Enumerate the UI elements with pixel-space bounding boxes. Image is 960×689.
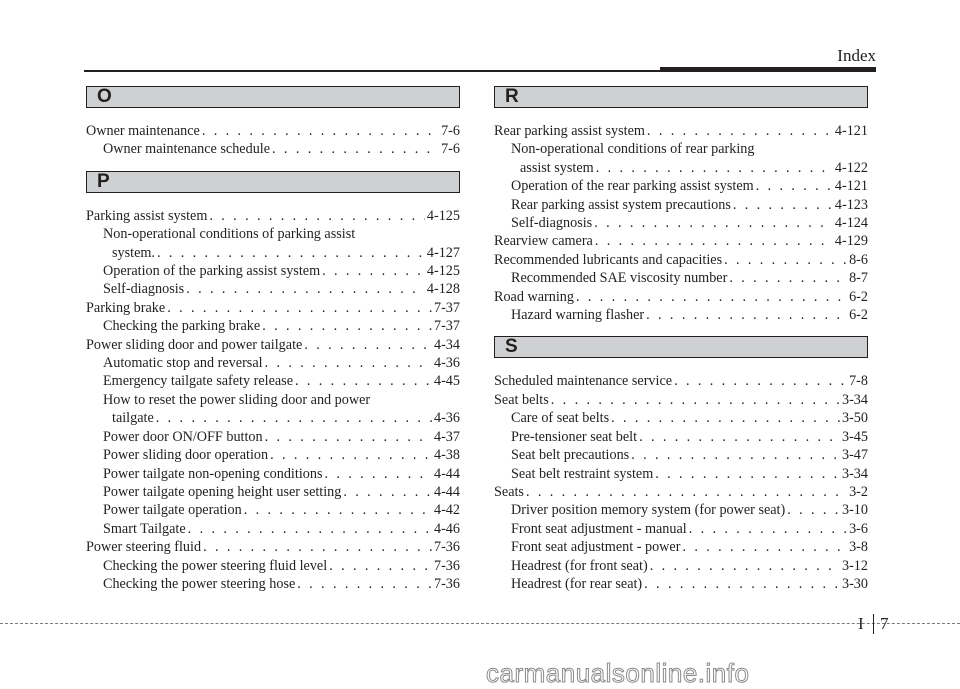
index-section-p: [86, 171, 460, 594]
dot-leader: [724, 251, 847, 269]
index-entry[interactable]: [494, 251, 868, 269]
entry-label: Owner maintenance schedule: [103, 141, 271, 158]
section-letter: P: [97, 170, 110, 192]
entry-label: Rear parking assist system precautions: [511, 196, 731, 213]
entry-label: Rearview camera: [494, 233, 593, 250]
index-subentry[interactable]: [86, 244, 460, 262]
dot-leader: [167, 299, 432, 317]
entry-page-number: 4-44: [433, 465, 460, 482]
entry-page-number: 8-6: [849, 251, 868, 268]
index-entry[interactable]: [494, 288, 868, 306]
entry-label: Self-diagnosis: [511, 215, 593, 232]
dot-leader: [594, 214, 833, 232]
entry-page-number: 4-125: [426, 207, 460, 224]
entry-page-number: 3-12: [841, 557, 868, 574]
dot-leader: [188, 520, 432, 538]
index-subentry[interactable]: [86, 391, 460, 409]
index-subentry[interactable]: [494, 575, 868, 593]
dot-leader: [650, 557, 840, 575]
dot-leader: [244, 501, 432, 519]
entry-page-number: 7-37: [433, 318, 460, 335]
entry-page-number: 7-37: [433, 299, 460, 316]
entry-label: Non-operational conditions of parking assist: [103, 226, 356, 243]
entry-page-number: 7-8: [849, 373, 868, 390]
entry-page-number: 3-34: [841, 391, 868, 408]
dot-leader: [733, 196, 833, 214]
dot-leader: [209, 207, 425, 225]
entry-label: Headrest (for rear seat): [511, 575, 643, 592]
dot-leader: [295, 372, 432, 390]
index-subentry[interactable]: [494, 196, 868, 214]
index-subentry[interactable]: [494, 177, 868, 195]
entry-label: Non-operational conditions of rear parking: [511, 141, 755, 158]
index-subentry[interactable]: [494, 557, 868, 575]
dot-leader: [551, 391, 840, 409]
entry-page-number: 4-45: [433, 373, 460, 390]
section-header-bar: [494, 86, 868, 108]
index-subentry[interactable]: [86, 140, 460, 158]
entry-page-number: 7-6: [441, 123, 460, 139]
index-entry[interactable]: [86, 336, 460, 354]
entry-label: Power door ON/OFF button: [103, 428, 263, 445]
section-header-bar: [494, 336, 868, 358]
dot-leader: [270, 446, 432, 464]
entry-label: Smart Tailgate: [103, 520, 186, 537]
index-subentry[interactable]: [494, 269, 868, 287]
index-section-r: [494, 86, 868, 324]
entry-page-number: 7-36: [433, 539, 460, 556]
entry-label: Seat belt precautions: [511, 447, 630, 464]
dot-leader: [576, 288, 847, 306]
dot-leader: [611, 409, 840, 427]
entry-label: Checking the power steering hose: [103, 575, 296, 592]
entry-label: Parking assist system: [86, 207, 208, 224]
index-entry[interactable]: [494, 391, 868, 409]
entry-page-number: 4-46: [433, 520, 460, 537]
entry-page-number: 4-37: [433, 428, 460, 445]
entry-page-number: 3-50: [841, 410, 868, 427]
index-entry[interactable]: [494, 122, 868, 140]
index-subentry[interactable]: [86, 280, 460, 298]
entry-label: Pre-tensioner seat belt: [511, 428, 638, 445]
index-subentry[interactable]: [86, 446, 460, 464]
entry-page-number: 3-10: [841, 502, 868, 519]
entry-label: Seat belt restraint system: [511, 465, 654, 482]
index-subentry[interactable]: [86, 225, 460, 243]
section-letter: S: [505, 336, 518, 358]
entry-label: Front seat adjustment - power: [511, 539, 681, 556]
watermark: carmanualsonline.info: [486, 658, 750, 688]
dot-leader: [787, 501, 840, 519]
dot-leader: [203, 538, 432, 556]
index-subentry[interactable]: [86, 317, 460, 335]
dot-leader: [297, 575, 432, 593]
dot-leader: [526, 483, 847, 501]
entry-page-number: 7-36: [433, 575, 460, 592]
entry-page-number: 3-30: [841, 575, 868, 592]
entry-label: Power steering fluid: [86, 539, 202, 556]
entry-label: Headrest (for front seat): [511, 557, 648, 574]
section-letter: O: [97, 86, 112, 107]
index-subentry[interactable]: [494, 538, 868, 556]
entry-page-number: 4-122: [834, 159, 868, 176]
index-subentry[interactable]: [86, 354, 460, 372]
entry-label: Power tailgate opening height user setting: [103, 483, 342, 500]
entry-page-number: 8-7: [849, 270, 868, 287]
dot-leader: [756, 177, 833, 195]
index-subentry[interactable]: [494, 159, 868, 177]
index-subentry[interactable]: [86, 483, 460, 501]
header-rule: [84, 70, 876, 72]
index-entry[interactable]: [86, 207, 460, 225]
footer-section-letter: I: [858, 614, 864, 633]
section-header-bar: [86, 171, 460, 193]
entry-label: Recommended lubricants and capacities: [494, 251, 723, 268]
entry-label: Rear parking assist system: [494, 123, 645, 139]
index-subentry[interactable]: [86, 501, 460, 519]
entry-page-number: 3-47: [841, 447, 868, 464]
page-header-title: Index: [837, 46, 876, 65]
entry-label: Owner maintenance: [86, 123, 200, 139]
index-subentry[interactable]: [494, 214, 868, 232]
entry-page-number: 6-2: [849, 307, 868, 324]
index-section-s: [494, 336, 868, 593]
entry-label: Checking the power steering fluid level: [103, 557, 328, 574]
entry-label: Operation of the rear parking assist system: [511, 178, 754, 195]
footer-rule: [0, 623, 960, 624]
index-entry[interactable]: [494, 483, 868, 501]
index-entry[interactable]: [86, 299, 460, 317]
dot-leader: [262, 317, 432, 335]
section-header-bar: [86, 86, 460, 108]
entry-page-number: 3-8: [849, 539, 868, 556]
index-subentry[interactable]: [86, 372, 460, 390]
entry-label: Checking the parking brake: [103, 318, 261, 335]
dot-leader: [644, 575, 840, 593]
entry-label: How to reset the power sliding door and power: [103, 391, 371, 408]
entry-label: Power tailgate non-opening conditions: [103, 465, 323, 482]
entry-page-number: 4-36: [433, 410, 460, 427]
index-subentry[interactable]: [86, 557, 460, 575]
entry-label: Parking brake: [86, 299, 166, 316]
index-entry[interactable]: [86, 538, 460, 556]
entry-page-number: 4-38: [433, 447, 460, 464]
index-subentry[interactable]: [494, 520, 868, 538]
dot-leader: [329, 557, 432, 575]
index-subentry[interactable]: [86, 575, 460, 593]
entry-label: Seat belts: [494, 391, 549, 408]
footer-page-number: 7: [880, 614, 889, 633]
entry-label: Road warning: [494, 288, 574, 305]
entry-page-number: 4-124: [834, 215, 868, 232]
entry-page-number: 4-128: [426, 281, 460, 298]
entry-page-number: 4-44: [433, 483, 460, 500]
dot-leader: [322, 262, 425, 280]
entry-page-number: 6-2: [849, 288, 868, 305]
entry-page-number: 4-129: [834, 233, 868, 250]
dot-leader: [157, 244, 425, 262]
index-subentry[interactable]: [86, 262, 460, 280]
index-subentry[interactable]: [86, 428, 460, 446]
dot-leader: [304, 336, 432, 354]
entry-page-number: 3-34: [841, 465, 868, 482]
footer-divider: [873, 614, 874, 634]
entry-page-number: 4-121: [834, 123, 868, 139]
entry-label: Seats: [494, 483, 524, 500]
index-subentry[interactable]: [494, 446, 868, 464]
entry-page-number: 3-2: [849, 483, 868, 500]
dot-leader: [596, 159, 833, 177]
index-subentry[interactable]: [86, 465, 460, 483]
entry-page-number: 3-6: [849, 520, 868, 537]
entry-page-number: 7-36: [433, 557, 460, 574]
dot-leader: [324, 465, 432, 483]
section-letter: R: [505, 86, 519, 107]
index-entry[interactable]: [494, 372, 868, 390]
dot-leader: [265, 428, 432, 446]
index-section-o: [86, 86, 460, 159]
entry-label: tailgate: [112, 410, 154, 427]
dot-leader: [186, 280, 425, 298]
index-subentry[interactable]: [86, 409, 460, 427]
entry-page-number: 4-34: [433, 336, 460, 353]
index-column-right: [494, 86, 868, 605]
index-subentry[interactable]: [86, 520, 460, 538]
entry-label: Driver position memory system (for power seat): [511, 502, 786, 519]
dot-leader: [682, 538, 847, 556]
entry-label: assist system: [520, 159, 594, 176]
index-subentry[interactable]: [494, 428, 868, 446]
index-entry[interactable]: [494, 232, 868, 250]
entry-label: Scheduled maintenance service: [494, 373, 673, 390]
dot-leader: [655, 465, 840, 483]
entry-label: Hazard warning flasher: [511, 307, 645, 324]
entry-page-number: 4-36: [433, 355, 460, 372]
entry-page-number: 4-42: [433, 502, 460, 519]
dot-leader: [343, 483, 432, 501]
index-subentry[interactable]: [494, 140, 868, 158]
index-column-left: [86, 86, 460, 605]
entry-page-number: 7-6: [441, 141, 460, 158]
entry-page-number: 3-45: [841, 428, 868, 445]
entry-label: Automatic stop and reversal: [103, 355, 263, 372]
index-subentry[interactable]: [494, 501, 868, 519]
dot-leader: [272, 140, 439, 158]
entry-label: Power sliding door operation: [103, 447, 269, 464]
index-subentry[interactable]: [494, 306, 868, 324]
index-subentry[interactable]: [494, 409, 868, 427]
entry-page-number: 4-125: [426, 263, 460, 280]
entry-label: Power sliding door and power tailgate: [86, 336, 303, 353]
entry-label: Emergency tailgate safety release: [103, 373, 293, 390]
dot-leader: [674, 372, 847, 390]
entry-page-number: 4-127: [426, 244, 460, 261]
entry-label: system.: [112, 244, 155, 261]
entry-label: Operation of the parking assist system: [103, 263, 321, 280]
dot-leader: [631, 446, 840, 464]
dot-leader: [595, 232, 833, 250]
dot-leader: [202, 122, 439, 140]
entry-label: Care of seat belts: [511, 410, 610, 427]
entry-label: Power tailgate operation: [103, 502, 242, 519]
index-subentry[interactable]: [494, 465, 868, 483]
entry-page-number: 4-121: [834, 178, 868, 195]
entry-label: Front seat adjustment - manual: [511, 520, 687, 537]
entry-page-number: 4-123: [834, 196, 868, 213]
dot-leader: [729, 269, 847, 287]
dot-leader: [646, 306, 847, 324]
entry-label: Self-diagnosis: [103, 281, 185, 298]
dot-leader: [265, 354, 432, 372]
index-entry[interactable]: [86, 122, 460, 140]
dot-leader: [689, 520, 847, 538]
dot-leader: [647, 122, 833, 140]
entry-label: Recommended SAE viscosity number: [511, 270, 728, 287]
dot-leader: [156, 409, 432, 427]
dot-leader: [639, 428, 840, 446]
